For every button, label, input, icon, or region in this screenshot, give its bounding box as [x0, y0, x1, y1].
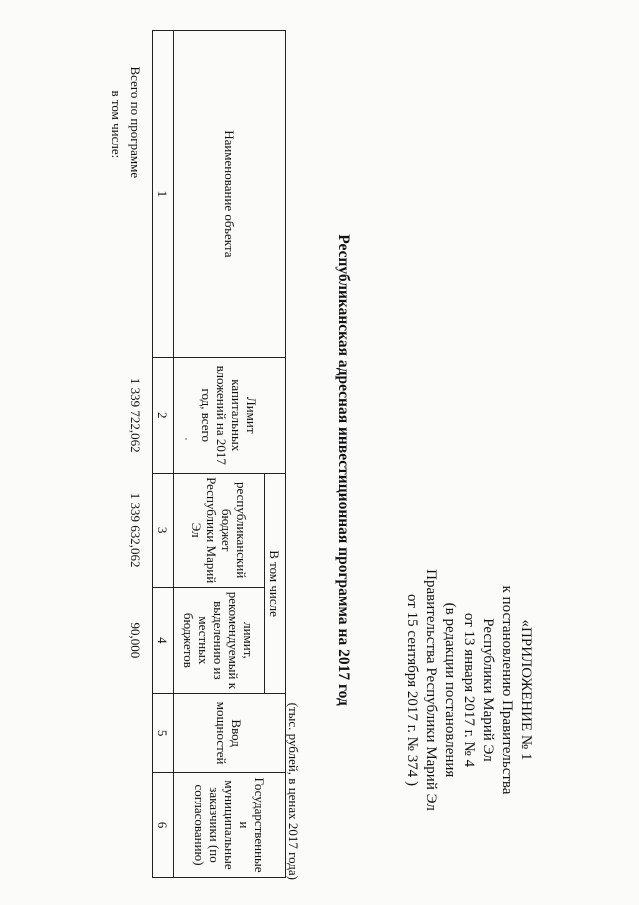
scan-speck: [185, 438, 187, 440]
header-including: В том числе: [265, 473, 286, 693]
table-subheading-row: [102, 31, 128, 878]
appendix-line: к постановлению Правительства: [499, 585, 515, 795]
header-limit-total: Лимит капитальных вложений на 2017 год, всего: [174, 357, 286, 473]
column-number: 1: [153, 31, 174, 358]
column-number-row: [153, 31, 174, 878]
row-subheading: в том числе:: [109, 90, 124, 159]
header-capacity: Ввод мощностей: [174, 694, 286, 773]
header-republic-budget: республиканский бюджет Республики Марий Эл: [174, 473, 265, 587]
appendix-line: Правительства Республики Марий Эл: [423, 569, 439, 811]
appendix-line: «ПРИЛОЖЕНИЕ № 1: [518, 619, 534, 761]
row-customers: [128, 773, 153, 878]
appendix-line: Республики Марий Эл: [480, 618, 496, 762]
document-title: Республиканская адресная инвестиционная программа на 2017 год: [335, 234, 352, 706]
row-local-budget: 90,000: [128, 587, 153, 694]
row-capacity: [128, 694, 153, 773]
table-row: [128, 31, 153, 878]
units-note: (тыс. рублей, в ценах 2017 года): [286, 702, 301, 880]
column-number: 6: [153, 773, 174, 878]
row-limit-total: 1 339 722,062: [128, 357, 153, 473]
appendix-line: от 15 сентября 2017 г. № 374 ): [404, 594, 420, 786]
column-number: 3: [153, 473, 174, 587]
appendix-line: (в редакции постановления: [442, 602, 458, 778]
row-name: Всего по программе: [128, 31, 153, 358]
header-customers: Государственные и муниципальные заказчики (по согласованию): [174, 773, 286, 878]
header-local-budget: лимит, рекомендуемый к выделению из местных бюджетов: [174, 587, 265, 694]
appendix-line: от 13 января 2017 г. № 4: [461, 612, 477, 768]
investment-table: [102, 30, 286, 878]
column-number: 4: [153, 587, 174, 694]
column-number: 5: [153, 694, 174, 773]
row-republic-budget: 1 339 632,062: [128, 473, 153, 587]
table-header-row: [265, 31, 286, 878]
column-number: 2: [153, 357, 174, 473]
header-object-name: Наименование объекта: [174, 31, 286, 358]
appendix-block: [402, 540, 535, 840]
